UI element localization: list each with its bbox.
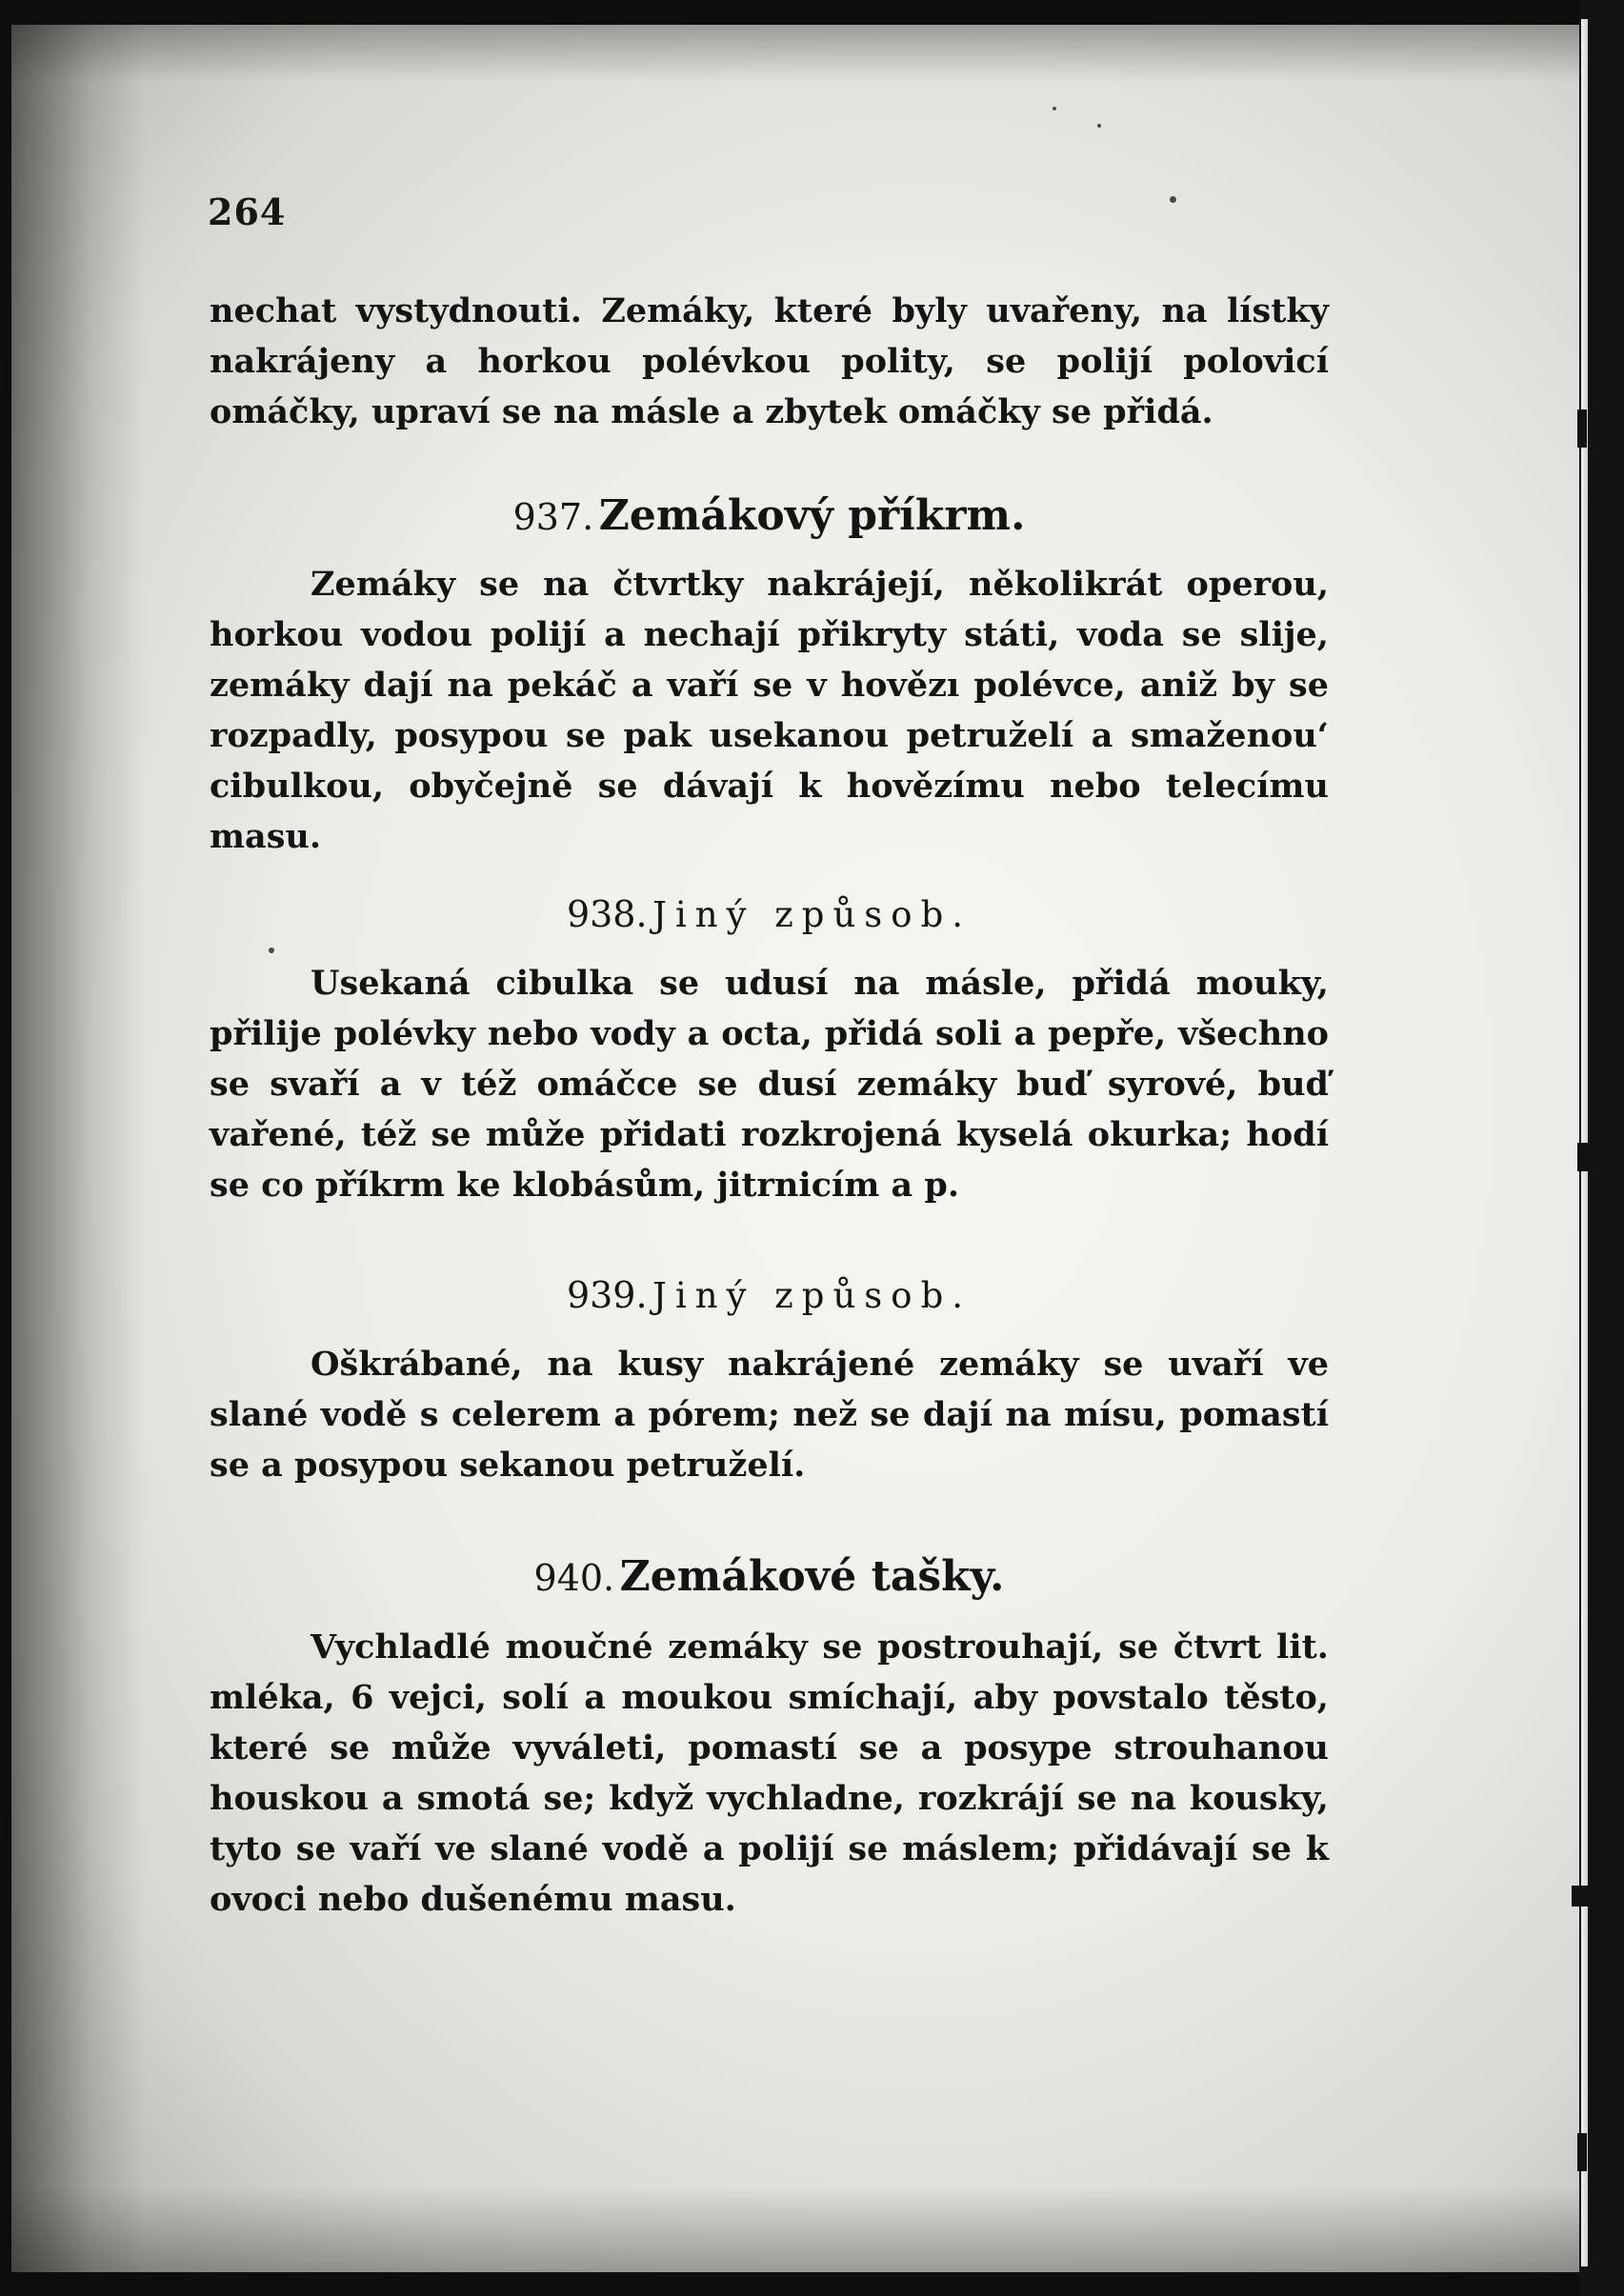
recipe-number: 937.	[512, 496, 594, 538]
recipe-text: Zemáky se na čtvrtky nakrájejí, několikrát operou, horkou vodou polijí a nechají přikryty státi, voda se slije, zemáky dají na pekáč a vaří se v hovězı polévce, aniž by se rozpadly, posypou se pak usekanou petruželí a smaženou‘ cibulkou, obyčejně se dávají k hovězímu nebo telecímu masu.	[210, 565, 1329, 856]
recipe-text: Vychladlé moučné zemáky se postrouhají, se čtvrt lit. mléka, 6 vejci, solí a moukou smíchají, aby povstalo těsto, které se může vyváleti, pomastí se a posype strouhanou houskou a smotá se; když vychladne, rozkrájí se na kousky, tyto se vaří ve slané vodě a polijí se máslem; přidávají se k ovoci nebo dušenému masu.	[210, 1627, 1329, 1919]
recipe-title: Jiný způsob.	[652, 1275, 972, 1316]
recipe-title: Zemákové tašky.	[619, 1552, 1005, 1601]
recipe-938	[210, 893, 1329, 1210]
recipe-937	[210, 491, 1329, 862]
recipe-number: 940.	[533, 1557, 615, 1599]
recipe-939	[210, 1274, 1329, 1490]
recipe-title: Jiný způsob.	[652, 894, 972, 935]
recipe-heading	[210, 491, 1329, 540]
dust-speck	[1170, 196, 1176, 203]
intro-paragraph: nechat vystydnouti. Zemáky, které byly uvařeny, na lístky nakrájeny a horkou polévkou polity, se polijí polovicí omáčky, upraví se na másle a zbytek omáčky se přidá.	[210, 291, 1329, 431]
page-number: 264	[208, 190, 287, 233]
spine-notch	[1577, 409, 1587, 448]
recipe-heading	[210, 1274, 1329, 1316]
recipe-heading	[210, 1552, 1329, 1601]
spine-notch	[1577, 1143, 1589, 1171]
spine-notch	[1572, 1886, 1600, 1907]
recipe-text: Usekaná cibulka se udusí na másle, přidá mouky, přilije polévky nebo vody a octa, přidá soli a pepře, všechno se svaří a v též omáčce se dusí zemáky buď syrové, buď vařené, též se může přidati rozkrojená kyselá okurka; hodí se co příkrm ke klobásům, jitrnicím a p.	[210, 964, 1329, 1205]
top-shadow	[11, 25, 1579, 82]
recipe-text: Oškrábané, na kusy nakrájené zemáky se uvaří ve slané vodě s celerem a pórem; než se dají na mísu, pomastí se a posypou sekanou petruželí.	[210, 1345, 1329, 1485]
spine-notch	[1577, 2133, 1587, 2171]
recipe-number: 938.	[566, 893, 648, 935]
dust-speck	[1097, 124, 1101, 128]
recipe-title: Zemákový příkrm.	[598, 491, 1026, 540]
intro-block	[210, 286, 1329, 437]
bottom-shadow	[11, 2186, 1579, 2272]
binding-shadow	[11, 25, 145, 2272]
recipe-940	[210, 1552, 1329, 1925]
dust-speck	[1053, 107, 1056, 110]
recipe-heading	[210, 893, 1329, 935]
recipe-number: 939.	[566, 1274, 648, 1316]
